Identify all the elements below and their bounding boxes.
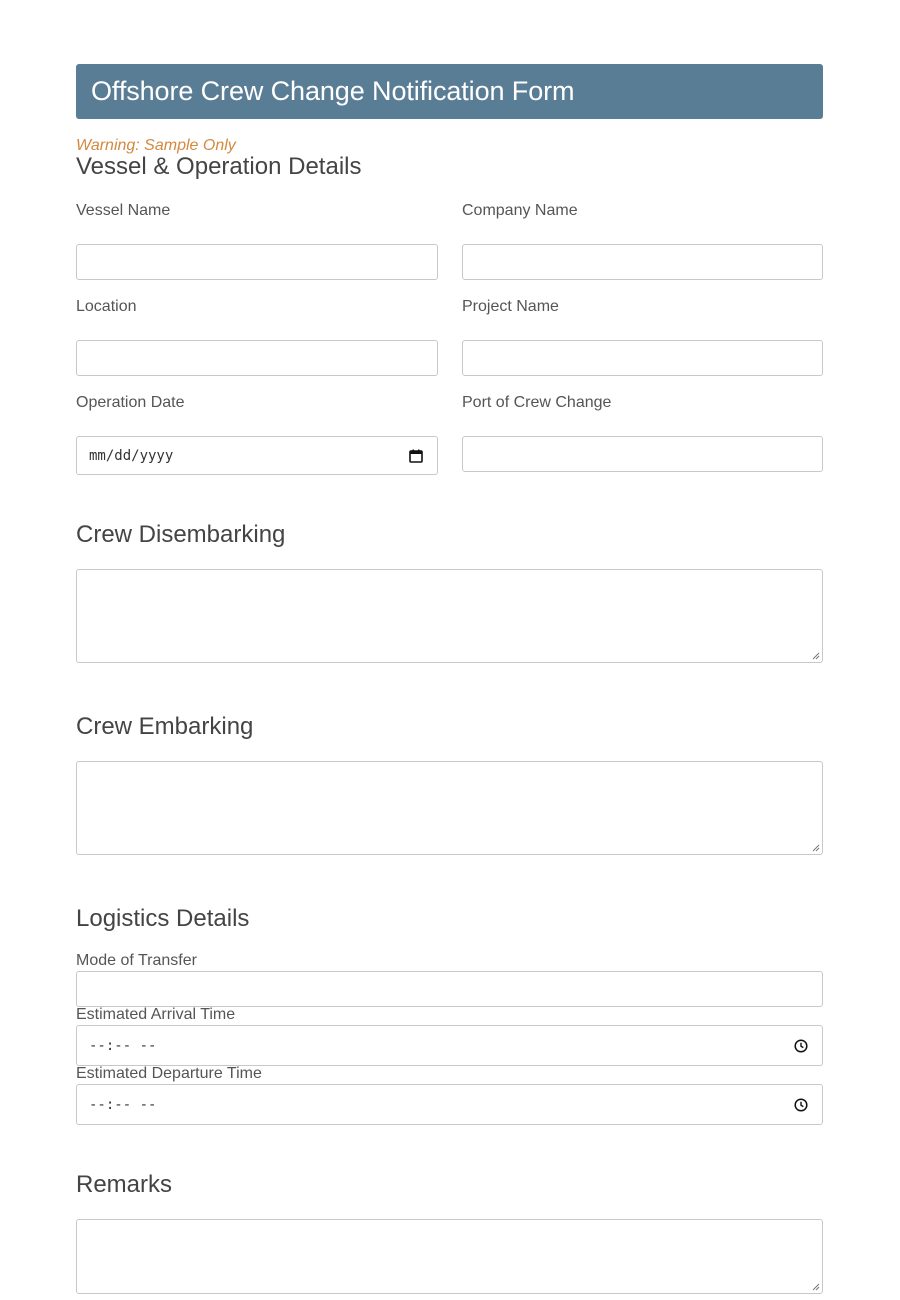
crew-change-form — [76, 64, 823, 1198]
disembarking-section-title: Crew Disembarking — [76, 521, 286, 548]
embarking-section-title: Crew Embarking — [76, 713, 254, 740]
resize-handle-icon[interactable] — [812, 1283, 820, 1291]
remarks-textarea[interactable] — [76, 1219, 823, 1294]
sample-warning: Warning: Sample Only — [76, 137, 236, 154]
company-name-label: Company Name — [462, 202, 578, 219]
clock-icon[interactable] — [794, 1098, 808, 1112]
remarks-section-title: Remarks — [76, 1171, 173, 1198]
vessel-name-input[interactable] — [76, 244, 438, 280]
estimated-arrival-time-label: Estimated Arrival Time — [76, 1006, 236, 1023]
estimated-arrival-time-input[interactable] — [76, 1025, 823, 1066]
estimated-departure-time-label: Estimated Departure Time — [76, 1065, 262, 1082]
company-name-input[interactable] — [462, 244, 823, 280]
location-input[interactable] — [76, 340, 438, 376]
resize-handle-icon[interactable] — [812, 844, 820, 852]
arrival-time-placeholder: --:-- -- — [89, 1037, 157, 1054]
project-name-label: Project Name — [462, 298, 559, 315]
resize-handle-icon[interactable] — [812, 652, 820, 660]
mode-of-transfer-input[interactable] — [76, 971, 823, 1007]
operation-date-placeholder: mm/dd/yyyy — [89, 447, 174, 464]
departure-time-placeholder: --:-- -- — [89, 1096, 157, 1113]
form-title-bar — [76, 64, 823, 119]
project-name-input[interactable] — [462, 340, 823, 376]
mode-of-transfer-label: Mode of Transfer — [76, 952, 197, 969]
port-of-crew-change-input[interactable] — [462, 436, 823, 472]
operation-date-input[interactable] — [76, 436, 438, 475]
operation-date-label: Operation Date — [76, 394, 185, 411]
crew-disembarking-textarea[interactable] — [76, 569, 823, 663]
location-label: Location — [76, 298, 137, 315]
estimated-departure-time-input[interactable] — [76, 1084, 823, 1125]
crew-embarking-textarea[interactable] — [76, 761, 823, 855]
vessel-name-label: Vessel Name — [76, 202, 171, 219]
vessel-section-title: Vessel & Operation Details — [76, 153, 362, 180]
port-of-crew-change-label: Port of Crew Change — [462, 394, 612, 411]
clock-icon[interactable] — [794, 1039, 808, 1053]
form-title: Offshore Crew Change Notification Form — [91, 76, 575, 106]
logistics-section-title: Logistics Details — [76, 905, 250, 932]
calendar-icon[interactable] — [409, 449, 423, 463]
